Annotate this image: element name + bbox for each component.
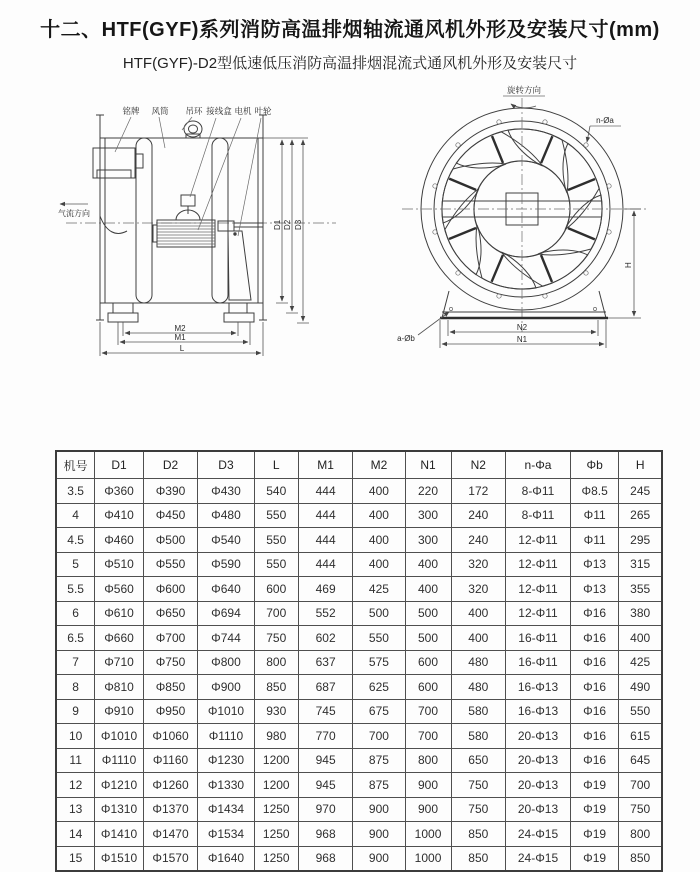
table-cell: 400 (451, 626, 506, 651)
table-cell: 750 (619, 797, 662, 822)
table-cell: Φ1110 (198, 724, 254, 749)
table-cell: Φ540 (198, 528, 254, 553)
table-cell: Φ1510 (95, 846, 143, 871)
table-cell: 12-Φ11 (506, 552, 571, 577)
table-cell: 900 (353, 822, 405, 847)
table-cell: 945 (298, 748, 353, 773)
table-cell: Φ750 (143, 650, 198, 675)
table-row (56, 650, 662, 675)
fan-side-view-drawing (30, 90, 360, 360)
table-cell: 16-Φ13 (506, 699, 571, 724)
table-cell: 1000 (405, 822, 451, 847)
page-subtitle: HTF(GYF)-D2型低速低压消防高温排烟混流式通风机外形及安装尺寸 (122, 55, 578, 72)
column-header: L (254, 451, 298, 479)
airflow-label: 气流方向 (58, 209, 90, 218)
table-cell: 970 (298, 797, 353, 822)
table-cell: Φ560 (95, 577, 143, 602)
airflow-arrow (58, 204, 90, 218)
table-cell: Φ450 (143, 503, 198, 528)
table-cell: 900 (405, 773, 451, 798)
table-cell: 6.5 (56, 626, 95, 651)
table-cell: 240 (451, 528, 506, 553)
rotation-label: 旋转方向 (506, 85, 542, 95)
table-row (56, 724, 662, 749)
dim-l: L (179, 344, 185, 353)
table-cell: 550 (619, 699, 662, 724)
table-cell: 295 (619, 528, 662, 553)
table-cell: 320 (451, 552, 506, 577)
table-row (56, 577, 662, 602)
table-cell: Φ480 (198, 503, 254, 528)
table-cell: 400 (619, 626, 662, 651)
table-cell: 20-Φ13 (506, 797, 571, 822)
table-cell: Φ610 (95, 601, 143, 626)
diameter-dimensions (263, 138, 309, 323)
table-cell: 12 (56, 773, 95, 798)
column-header: H (619, 451, 662, 479)
table-cell: 9 (56, 699, 95, 724)
column-header: N1 (405, 451, 451, 479)
table-cell: 850 (451, 846, 506, 871)
table-cell: Φ640 (198, 577, 254, 602)
table-row (56, 552, 662, 577)
table-cell: 7 (56, 650, 95, 675)
table-row (56, 626, 662, 651)
table-cell: 980 (254, 724, 298, 749)
table-row (56, 748, 662, 773)
table-cell: 8-Φ11 (506, 479, 571, 504)
table-cell: 444 (298, 528, 353, 553)
table-cell: 400 (353, 528, 405, 553)
table-cell: Φ13 (570, 577, 618, 602)
table-cell: 16-Φ13 (506, 675, 571, 700)
table-cell: Φ1534 (198, 822, 254, 847)
table-cell: Φ694 (198, 601, 254, 626)
height-dimension (608, 209, 641, 318)
label-impeller: 叶轮 (254, 106, 272, 116)
mounting-feet (108, 303, 254, 322)
table-row (56, 773, 662, 798)
table-cell: 265 (619, 503, 662, 528)
label-motor: 电机 (234, 106, 252, 116)
table-cell: 480 (451, 675, 506, 700)
table-cell: 5.5 (56, 577, 95, 602)
table-cell: 700 (405, 724, 451, 749)
table-cell: Φ650 (143, 601, 198, 626)
table-cell: Φ510 (95, 552, 143, 577)
table-cell: 400 (451, 601, 506, 626)
table-cell: 300 (405, 528, 451, 553)
table-cell: 600 (405, 675, 451, 700)
table-cell: 1200 (254, 748, 298, 773)
table-cell: 945 (298, 773, 353, 798)
column-header: 机号 (56, 451, 95, 479)
dim-m1: M1 (174, 333, 186, 342)
table-row (56, 675, 662, 700)
table-cell: 968 (298, 822, 353, 847)
table-cell: 16-Φ11 (506, 626, 571, 651)
table-cell: Φ13 (570, 552, 618, 577)
table-cell: 900 (405, 797, 451, 822)
table-cell: 700 (619, 773, 662, 798)
label-duct: 风筒 (151, 106, 169, 116)
table-cell: Φ460 (95, 528, 143, 553)
table-cell: 875 (353, 748, 405, 773)
table-cell: 1000 (405, 846, 451, 871)
table-cell: 745 (298, 699, 353, 724)
label-junction-box: 接线盒 (206, 106, 232, 116)
table-row (56, 528, 662, 553)
table-cell: Φ910 (95, 699, 143, 724)
table-cell: 850 (254, 675, 298, 700)
table-cell: 500 (405, 626, 451, 651)
table-cell: 770 (298, 724, 353, 749)
dim-d3: D3 (294, 219, 303, 230)
inlet-cone-strip (136, 138, 152, 303)
table-cell: 875 (353, 773, 405, 798)
table-cell: 12-Φ11 (506, 577, 571, 602)
table-cell: Φ710 (95, 650, 143, 675)
table-cell: Φ1010 (198, 699, 254, 724)
table-row (56, 479, 662, 504)
bolt-circle-callout (587, 116, 621, 142)
table-cell: 550 (353, 626, 405, 651)
inlet-bell (100, 216, 127, 233)
table-cell: 400 (353, 479, 405, 504)
table-cell: Φ1210 (95, 773, 143, 798)
table-cell: 750 (254, 626, 298, 651)
table-cell: 600 (405, 650, 451, 675)
table-cell: 637 (298, 650, 353, 675)
spec-table (55, 450, 663, 872)
table-cell: 300 (405, 503, 451, 528)
table-cell: 444 (298, 552, 353, 577)
table-cell: Φ1370 (143, 797, 198, 822)
table-cell: 4.5 (56, 528, 95, 553)
table-row (56, 601, 662, 626)
table-cell: 580 (451, 699, 506, 724)
table-cell: 320 (451, 577, 506, 602)
table-cell: Φ11 (570, 503, 618, 528)
table-cell: 1200 (254, 773, 298, 798)
table-cell: 355 (619, 577, 662, 602)
table-cell: 750 (451, 797, 506, 822)
table-cell: Φ1330 (198, 773, 254, 798)
table-cell: 6 (56, 601, 95, 626)
table-cell: 444 (298, 503, 353, 528)
table-cell: Φ410 (95, 503, 143, 528)
table-cell: 315 (619, 552, 662, 577)
table-cell: 5 (56, 552, 95, 577)
table-cell: Φ360 (95, 479, 143, 504)
table-cell: 444 (298, 479, 353, 504)
table-cell: Φ590 (198, 552, 254, 577)
table-cell: 490 (619, 675, 662, 700)
table-cell: 240 (451, 503, 506, 528)
table-cell: 687 (298, 675, 353, 700)
dim-d2: D2 (283, 219, 292, 230)
table-cell: Φ16 (570, 675, 618, 700)
column-header: D2 (143, 451, 198, 479)
table-cell: Φ16 (570, 699, 618, 724)
width-dimensions (100, 322, 263, 356)
table-cell: 580 (451, 724, 506, 749)
table-cell: 172 (451, 479, 506, 504)
table-cell: 400 (405, 577, 451, 602)
table-cell: 968 (298, 846, 353, 871)
table-cell: 14 (56, 822, 95, 847)
table-cell: Φ1010 (95, 724, 143, 749)
label-nameplate: 铭牌 (122, 106, 140, 116)
table-cell: Φ16 (570, 724, 618, 749)
column-header: M2 (353, 451, 405, 479)
table-row (56, 846, 662, 871)
column-header: N2 (451, 451, 506, 479)
column-header: D1 (95, 451, 143, 479)
table-cell: 750 (451, 773, 506, 798)
table-cell: Φ19 (570, 773, 618, 798)
table-cell: 1250 (254, 822, 298, 847)
table-cell: Φ744 (198, 626, 254, 651)
table-cell: Φ19 (570, 846, 618, 871)
table-cell: Φ800 (198, 650, 254, 675)
table-cell: Φ1160 (143, 748, 198, 773)
table-cell: 4 (56, 503, 95, 528)
impeller (218, 221, 263, 300)
table-cell: 930 (254, 699, 298, 724)
table-cell: 24-Φ15 (506, 822, 571, 847)
motor (153, 220, 215, 247)
table-cell: 245 (619, 479, 662, 504)
table-cell: 675 (353, 699, 405, 724)
table-cell: Φ430 (198, 479, 254, 504)
table-cell: 1250 (254, 846, 298, 871)
table-cell: 469 (298, 577, 353, 602)
foot-hole-callout (397, 312, 449, 343)
spec-table-body (56, 479, 662, 872)
table-cell: Φ850 (143, 675, 198, 700)
foot-hole-label: a-Øb (397, 334, 415, 343)
table-cell: 20-Φ13 (506, 748, 571, 773)
table-cell: Φ8.5 (570, 479, 618, 504)
table-cell: 425 (619, 650, 662, 675)
dim-m2: M2 (174, 324, 186, 333)
table-cell: 900 (353, 797, 405, 822)
spec-table-header-row (56, 451, 662, 479)
table-row (56, 503, 662, 528)
table-cell: 700 (254, 601, 298, 626)
table-cell: 800 (619, 822, 662, 847)
table-cell: Φ660 (95, 626, 143, 651)
table-cell: Φ900 (198, 675, 254, 700)
table-cell: 550 (254, 552, 298, 577)
table-cell: 575 (353, 650, 405, 675)
table-cell: Φ16 (570, 650, 618, 675)
table-row (56, 797, 662, 822)
table-cell: 700 (353, 724, 405, 749)
rotation-direction (503, 85, 545, 108)
table-cell: 600 (254, 577, 298, 602)
table-cell: 8-Φ11 (506, 503, 571, 528)
table-cell: 8 (56, 675, 95, 700)
table-cell: 550 (254, 503, 298, 528)
table-cell: 650 (451, 748, 506, 773)
table-cell: 400 (353, 552, 405, 577)
table-cell: 700 (405, 699, 451, 724)
table-cell: 20-Φ13 (506, 773, 571, 798)
table-cell: 16-Φ11 (506, 650, 571, 675)
table-cell: 625 (353, 675, 405, 700)
table-cell: 500 (405, 601, 451, 626)
table-cell: 3.5 (56, 479, 95, 504)
table-cell: Φ16 (570, 626, 618, 651)
table-cell: 425 (353, 577, 405, 602)
table-cell: 850 (619, 846, 662, 871)
table-cell: 12-Φ11 (506, 528, 571, 553)
table-cell: Φ1110 (95, 748, 143, 773)
pedestal-base (440, 291, 608, 318)
table-cell: 615 (619, 724, 662, 749)
table-cell: Φ19 (570, 797, 618, 822)
table-row (56, 699, 662, 724)
table-cell: 24-Φ15 (506, 846, 571, 871)
table-cell: 11 (56, 748, 95, 773)
column-header: M1 (298, 451, 353, 479)
table-cell: Φ390 (143, 479, 198, 504)
table-cell: 900 (353, 846, 405, 871)
table-cell: 400 (405, 552, 451, 577)
table-cell: Φ1260 (143, 773, 198, 798)
table-cell: 800 (254, 650, 298, 675)
table-cell: Φ1434 (198, 797, 254, 822)
junction-box (176, 195, 200, 220)
fan-front-view-drawing (390, 80, 700, 370)
table-cell: 220 (405, 479, 451, 504)
table-cell: 10 (56, 724, 95, 749)
table-cell: 20-Φ13 (506, 724, 571, 749)
table-cell: Φ700 (143, 626, 198, 651)
table-cell: Φ11 (570, 528, 618, 553)
table-cell: 12-Φ11 (506, 601, 571, 626)
table-cell: Φ810 (95, 675, 143, 700)
table-cell: 400 (353, 503, 405, 528)
table-cell: Φ1230 (198, 748, 254, 773)
page-title: 十二、HTF(GYF)系列消防高温排烟轴流通风机外形及安装尺寸(mm) (40, 19, 660, 41)
table-cell: 500 (353, 601, 405, 626)
table-cell: Φ950 (143, 699, 198, 724)
table-cell: Φ19 (570, 822, 618, 847)
table-row (56, 822, 662, 847)
table-cell: Φ16 (570, 601, 618, 626)
table-cell: 645 (619, 748, 662, 773)
table-cell: Φ1470 (143, 822, 198, 847)
table-cell: Φ550 (143, 552, 198, 577)
dim-n1: N1 (516, 335, 528, 344)
base-dimensions (440, 320, 606, 348)
table-cell: 13 (56, 797, 95, 822)
table-cell: 552 (298, 601, 353, 626)
table-cell: Φ1640 (198, 846, 254, 871)
table-cell: 550 (254, 528, 298, 553)
table-cell: 850 (451, 822, 506, 847)
table-cell: 480 (451, 650, 506, 675)
table-cell: 380 (619, 601, 662, 626)
table-cell: 602 (298, 626, 353, 651)
table-cell: Φ1410 (95, 822, 143, 847)
table-cell: 800 (405, 748, 451, 773)
column-header: n-Φa (506, 451, 571, 479)
dim-h: H (624, 262, 633, 268)
table-cell: 15 (56, 846, 95, 871)
table-cell: 1250 (254, 797, 298, 822)
label-lifting-ring: 吊环 (185, 106, 203, 116)
dim-d1: D1 (273, 219, 282, 230)
table-cell: Φ600 (143, 577, 198, 602)
bolt-circle-label: n-Øa (596, 116, 614, 125)
table-cell: Φ1060 (143, 724, 198, 749)
table-cell: Φ500 (143, 528, 198, 553)
column-header: Φb (570, 451, 618, 479)
table-cell: Φ1570 (143, 846, 198, 871)
table-cell: Φ1310 (95, 797, 143, 822)
column-header: D3 (198, 451, 254, 479)
table-cell: 540 (254, 479, 298, 504)
dim-n2: N2 (516, 323, 528, 332)
table-cell: Φ16 (570, 748, 618, 773)
